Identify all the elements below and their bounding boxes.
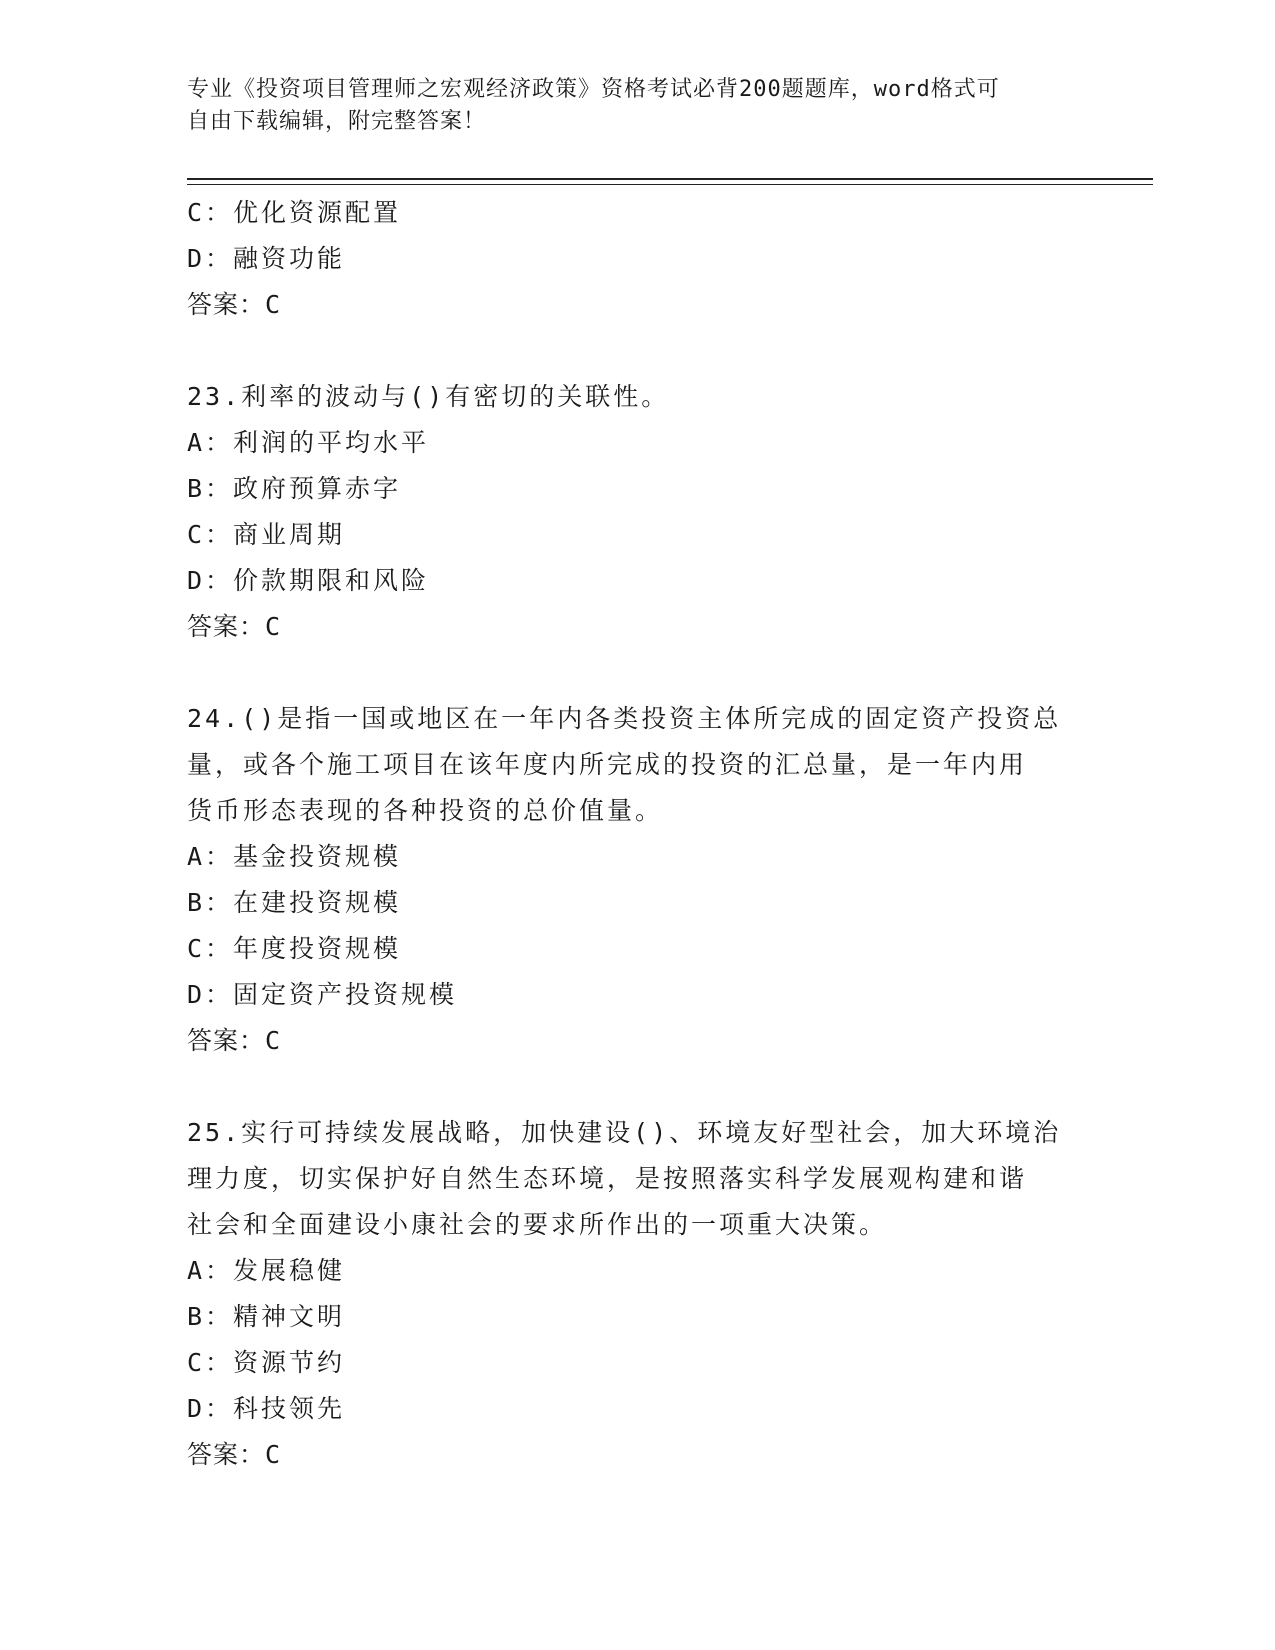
option-b: B：政府预算赤字	[187, 474, 402, 503]
question-stem-line: 社会和全面建设小康社会的要求所作出的一项重大决策。	[187, 1210, 888, 1239]
page-header	[187, 74, 1087, 138]
header-line-1: 专业《投资项目管理师之宏观经济政策》资格考试必背200题题库，word格式可	[187, 77, 1000, 102]
answer-line: 答案：C	[187, 1026, 282, 1055]
question-stem-line: 理力度，切实保护好自然生态环境，是按照落实科学发展观构建和谐	[187, 1164, 1028, 1193]
question-stem-line: 量，或各个施工项目在该年度内所完成的投资的汇总量，是一年内用	[187, 750, 1028, 779]
question-stem-line: 23.利率的波动与()有密切的关联性。	[187, 382, 670, 411]
answer-line: 答案：C	[187, 1440, 282, 1469]
option-a: A：发展稳健	[187, 1256, 346, 1285]
question-stem-line: 货币形态表现的各种投资的总价值量。	[187, 796, 664, 825]
option-d: D：融资功能	[187, 244, 346, 273]
header-rule-thin	[187, 184, 1153, 185]
option-a: A：利润的平均水平	[187, 428, 430, 457]
option-c: C：优化资源配置	[187, 198, 402, 227]
option-c: C：资源节约	[187, 1348, 346, 1377]
document-body	[187, 190, 1087, 1478]
question-stem-line: 25.实行可持续发展战略，加快建设()、环境友好型社会，加大环境治	[187, 1118, 1062, 1147]
option-c: C：年度投资规模	[187, 934, 402, 963]
option-d: D：价款期限和风险	[187, 566, 430, 595]
option-b: B：在建投资规模	[187, 888, 402, 917]
question-stem-line: 24.()是指一国或地区在一年内各类投资主体所完成的固定资产投资总	[187, 704, 1062, 733]
option-b: B：精神文明	[187, 1302, 346, 1331]
header-line-2: 自由下载编辑，附完整答案！	[187, 109, 487, 134]
answer-line: 答案：C	[187, 290, 282, 319]
spacer	[187, 1064, 1087, 1110]
option-d: D：固定资产投资规模	[187, 980, 458, 1009]
spacer	[187, 650, 1087, 696]
question-24	[187, 696, 1087, 1064]
header-rule-thick	[187, 178, 1153, 180]
option-c: C：商业周期	[187, 520, 346, 549]
question-23	[187, 374, 1087, 650]
question-25	[187, 1110, 1087, 1478]
option-a: A：基金投资规模	[187, 842, 402, 871]
answer-line: 答案：C	[187, 612, 282, 641]
carryover-question	[187, 190, 1087, 328]
option-d: D：科技领先	[187, 1394, 346, 1423]
spacer	[187, 328, 1087, 374]
